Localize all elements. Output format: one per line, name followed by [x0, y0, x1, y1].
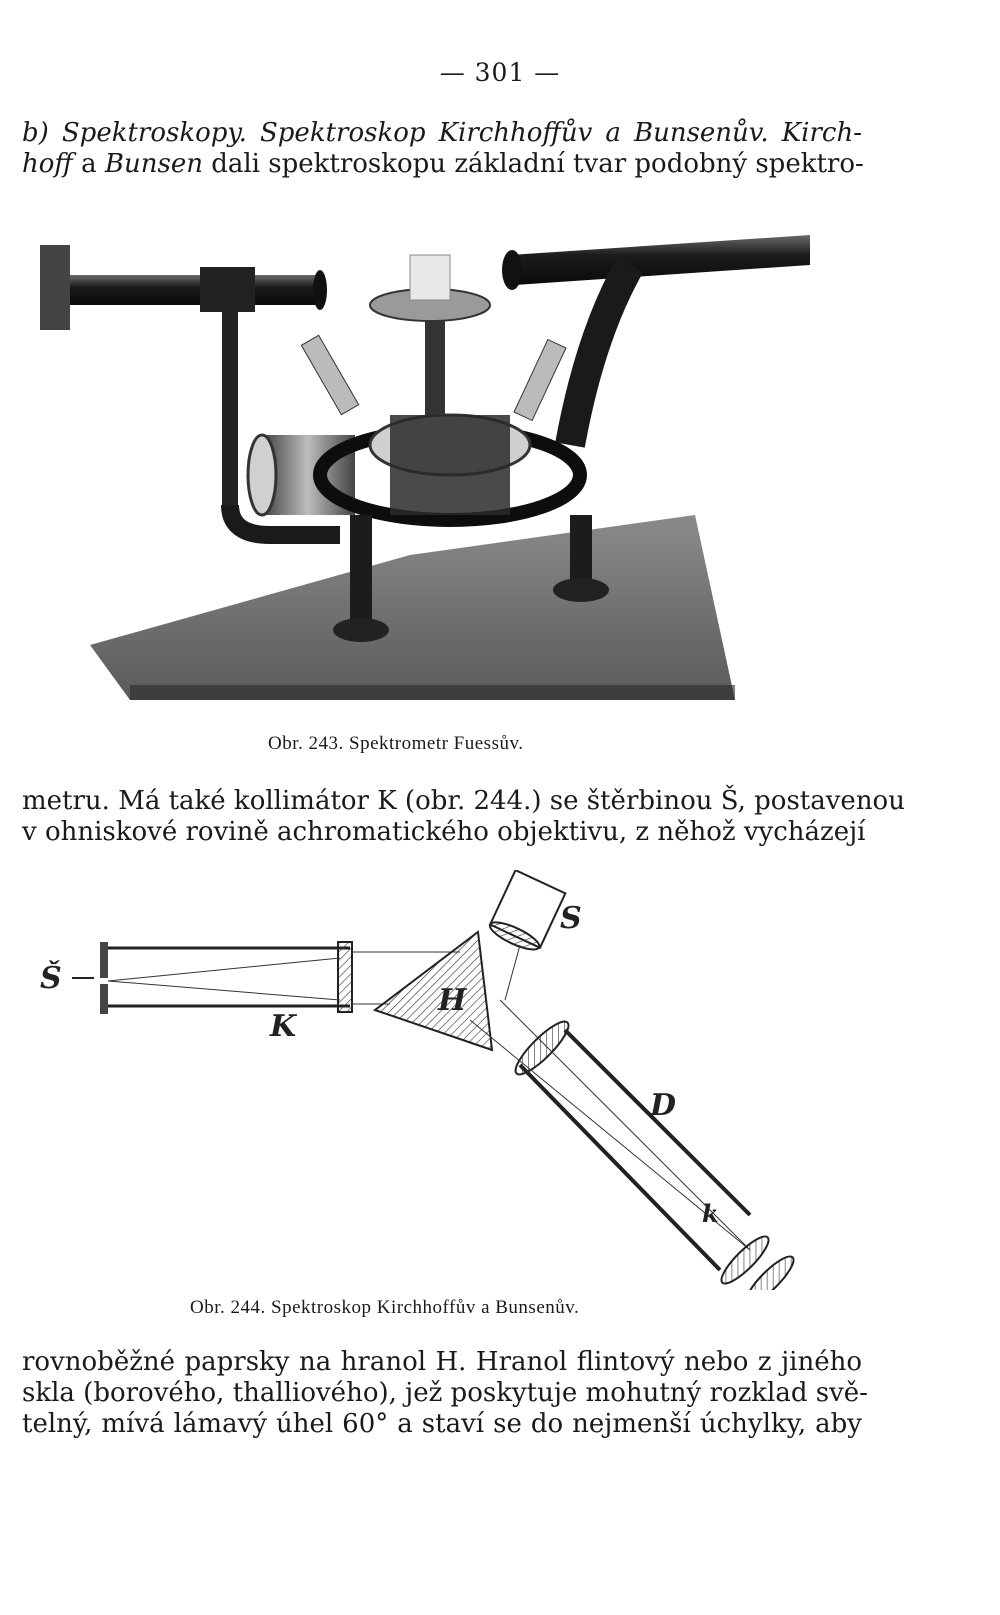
middle-line-1: metru. Má také kollimátor K (obr. 244.) se štěrbinou Š, postavenou: [22, 786, 905, 816]
bottom-line-2: skla (borového, thalliového), jež poskytuje mohutný rozklad svě-: [22, 1378, 868, 1408]
label-eyepiece: k: [702, 1199, 719, 1228]
scale-tube: [487, 870, 566, 955]
intro-author-bunsen: Bunsen: [104, 149, 203, 179]
page-number: — 301 —: [439, 58, 561, 87]
figure-244-diagram: [30, 870, 820, 1290]
intro-conjunction: a: [81, 149, 97, 179]
leg-right: [570, 515, 592, 585]
label-scale: S: [560, 901, 582, 936]
left-support: [222, 310, 238, 510]
intro-line-1: b) Spektroskopy. Spektroskop Kirchhoffův a Bunsenův. Kirch-: [22, 118, 862, 148]
bottom-line-1: rovnoběžné paprsky na hranol H. Hranol flintový nebo z jiného: [22, 1347, 862, 1377]
intro-line-2-rest: dali spektroskopu základní tvar podobný spektro-: [211, 149, 864, 179]
collimator: [100, 942, 352, 1014]
intro-line-2: [22, 149, 862, 180]
left-tube: [60, 275, 320, 305]
prism: [375, 932, 492, 1050]
bottom-line-3: telný, mívá lámavý úhel 60° a staví se do nejmenší úchylky, aby: [22, 1409, 862, 1439]
bottom-paragraph: [22, 1347, 868, 1440]
label-prism: H: [438, 983, 467, 1018]
middle-paragraph: [22, 786, 905, 848]
middle-line-2: v ohniskové rovině achromatického objektivu, z něhož vycházejí: [22, 817, 866, 847]
label-slit: Š: [40, 961, 62, 996]
intro-paragraph: [22, 118, 862, 180]
figure-243-photo: [30, 215, 830, 735]
label-telescope: D: [650, 1088, 677, 1123]
leg-left: [350, 515, 372, 625]
figure-244-caption: Obr. 244. Spektroskop Kirchhoffův a Bunsenův.: [190, 1297, 580, 1318]
figure-243-caption: Obr. 243. Spektrometr Fuessův.: [268, 733, 524, 754]
intro-author-kirchhoff: hoff: [22, 149, 73, 179]
label-collimator: K: [270, 1009, 297, 1044]
telescope: [470, 1000, 799, 1290]
table-surface: [90, 515, 735, 700]
